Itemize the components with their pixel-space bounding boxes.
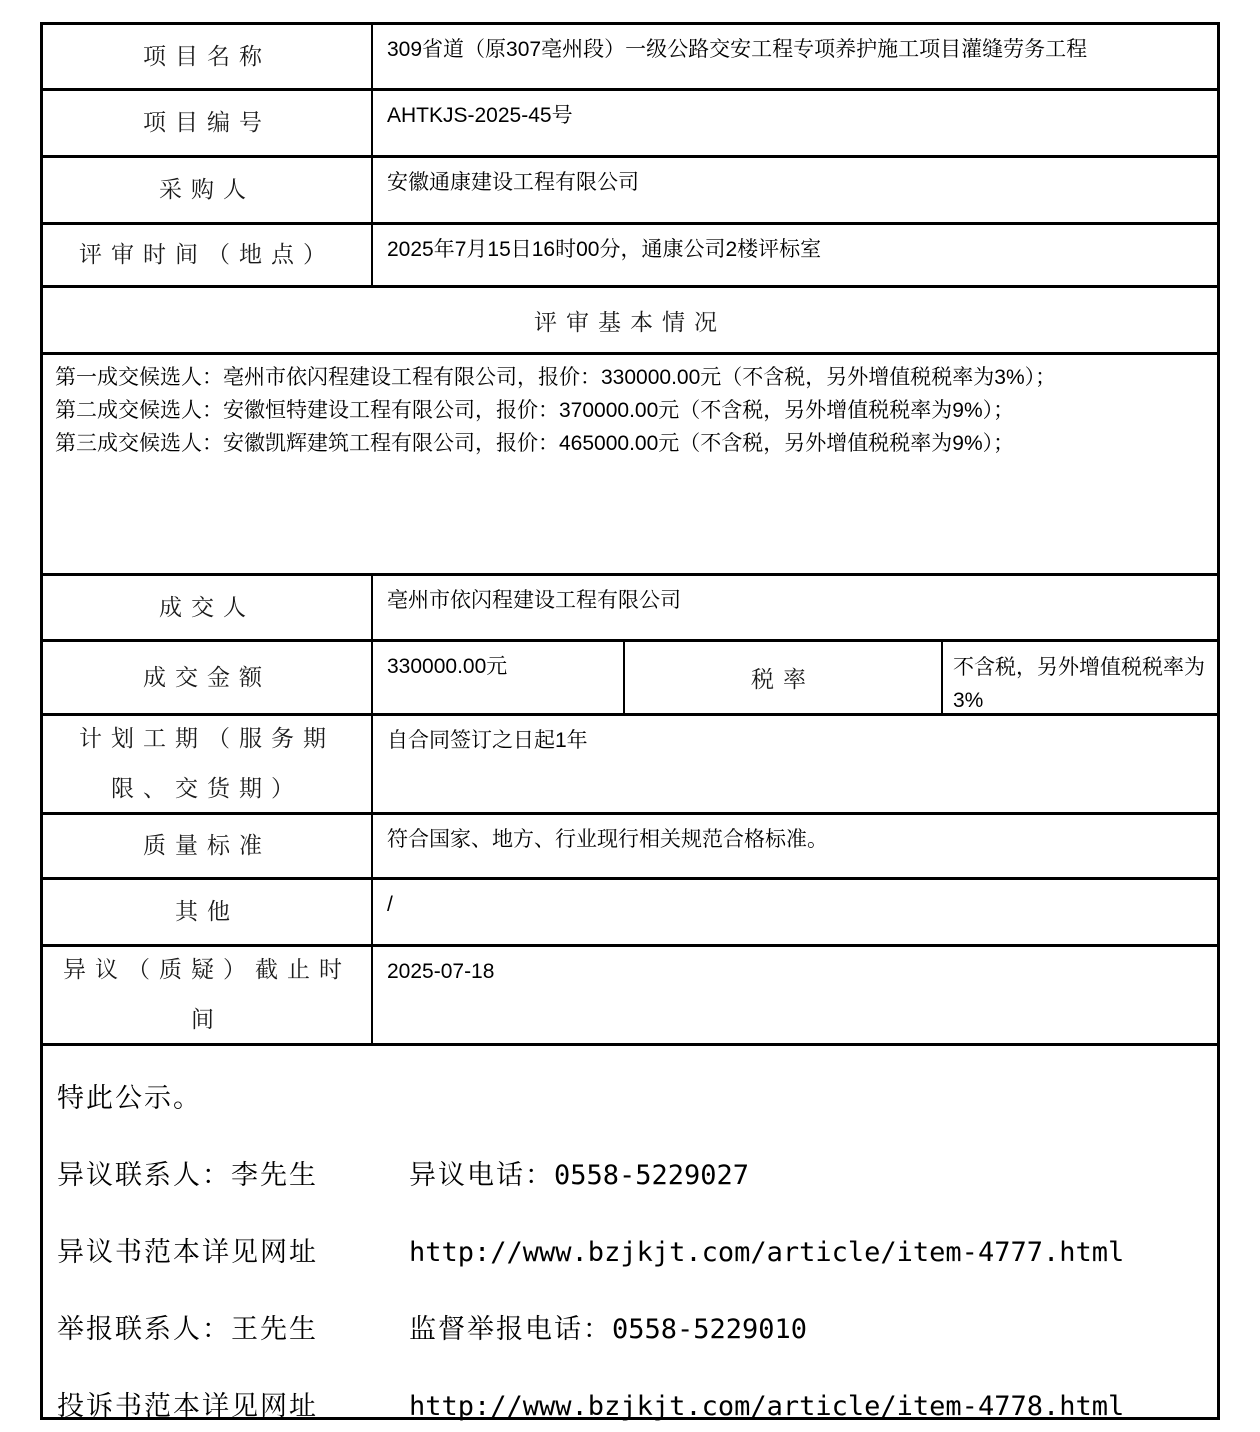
- candidates-row: [43, 355, 1217, 576]
- amount-row: [43, 642, 1217, 716]
- objection-template-url: http://www.bzjkjt.com/article/item-4777.html: [409, 1237, 1125, 1268]
- project-number-value: AHTKJS-2025-45号: [387, 104, 573, 127]
- objection-phone-label: 异议电话：: [409, 1160, 554, 1190]
- objection-contact-label: 异议联系人：李先生: [57, 1160, 318, 1190]
- other-label: [43, 880, 373, 944]
- review-time-value: 2025年7月15日16时00分，通康公司2楼评标室: [387, 238, 822, 261]
- announcement-table: [40, 22, 1220, 1420]
- notice-text: 特此公示。: [57, 1083, 202, 1113]
- project-name-label-text: 项目名称: [143, 43, 271, 69]
- duration-label-text: 计划工期（服务期限、交货期）: [79, 726, 335, 801]
- objection-template-label: 异议书范本详见网址: [57, 1237, 318, 1267]
- objection-phone-number: 0558-5229027: [554, 1160, 750, 1191]
- duration-row: [43, 716, 1217, 815]
- purchaser-value: 安徽通康建设工程有限公司: [387, 171, 639, 194]
- footer-row: [43, 1046, 1217, 1427]
- purchaser-label-text: 采购人: [159, 177, 255, 202]
- candidate-line-3: 第三成交候选人：安徽凯辉建筑工程有限公司，报价：465000.00元（不含税，另外增值税税率为9%）；: [55, 432, 1015, 455]
- candidate-line-2: 第二成交候选人：安徽恒特建设工程有限公司，报价：370000.00元（不含税，另外增值税税率为9%）；: [55, 399, 1015, 422]
- tax-rate-label: [625, 642, 943, 713]
- report-contact-label: 举报联系人：王先生: [57, 1314, 318, 1344]
- other-label-text: 其他: [175, 899, 239, 924]
- project-name-value: 309省道（原307亳州段）一级公路交安工程专项养护施工项目灌缝劳务工程: [387, 38, 1088, 61]
- other-value: /: [387, 893, 393, 916]
- purchaser-label: [43, 158, 373, 222]
- complaint-template-url: http://www.bzjkjt.com/article/item-4778.html: [409, 1391, 1125, 1422]
- candidates-cell: [43, 355, 1217, 573]
- project-number-row: [43, 91, 1217, 158]
- review-time-label: [43, 225, 373, 285]
- amount-value: 330000.00元: [373, 642, 625, 713]
- quality-label: [43, 815, 373, 877]
- review-time-label-text: 评审时间（地点）: [79, 242, 335, 267]
- objection-deadline-row: [43, 947, 1217, 1046]
- report-phone-number: 0558-5229010: [612, 1314, 808, 1345]
- winner-label-text: 成交人: [159, 594, 255, 620]
- project-number-label: [43, 91, 373, 155]
- duration-value: 自合同签订之日起1年: [387, 729, 588, 752]
- tax-rate-value: 不含税，另外增值税税率为3%: [953, 656, 1205, 712]
- tax-rate-label-text: 税率: [751, 667, 815, 692]
- candidate-line-1: 第一成交候选人：亳州市依闪程建设工程有限公司，报价：330000.00元（不含税，另外增值税税率为3%）；: [55, 366, 1057, 389]
- quality-value: 符合国家、地方、行业现行相关规范合格标准。: [387, 828, 828, 851]
- review-section-title: 评审基本情况: [534, 309, 726, 335]
- report-phone-label: 监督举报电话：: [409, 1314, 612, 1344]
- review-time-row: [43, 225, 1217, 288]
- footer-cell: [43, 1046, 1217, 1427]
- project-number-label-text: 项目编号: [143, 110, 271, 135]
- amount-label: [43, 642, 373, 713]
- review-section-header-row: [43, 288, 1217, 355]
- report-contact-line: [57, 1307, 1203, 1346]
- project-name-row: [43, 25, 1217, 91]
- quality-row: [43, 815, 1217, 880]
- amount-label-text: 成交金额: [143, 664, 271, 690]
- objection-deadline-label: [43, 947, 373, 1043]
- quality-label-text: 质量标准: [143, 833, 271, 858]
- duration-label: [43, 716, 373, 812]
- purchaser-row: [43, 158, 1217, 225]
- complaint-template-line: [57, 1384, 1203, 1423]
- complaint-template-label: 投诉书范本详见网址: [57, 1391, 318, 1421]
- objection-deadline-value: 2025-07-18: [387, 960, 495, 983]
- winner-value: 亳州市依闪程建设工程有限公司: [387, 589, 681, 612]
- winner-row: [43, 576, 1217, 642]
- other-row: [43, 880, 1217, 947]
- winner-label: [43, 576, 373, 639]
- project-name-label: [43, 25, 373, 88]
- objection-deadline-label-text: 异议（质疑）截止时间: [63, 957, 351, 1032]
- objection-template-line: [57, 1230, 1203, 1269]
- objection-contact-line: [57, 1153, 1203, 1192]
